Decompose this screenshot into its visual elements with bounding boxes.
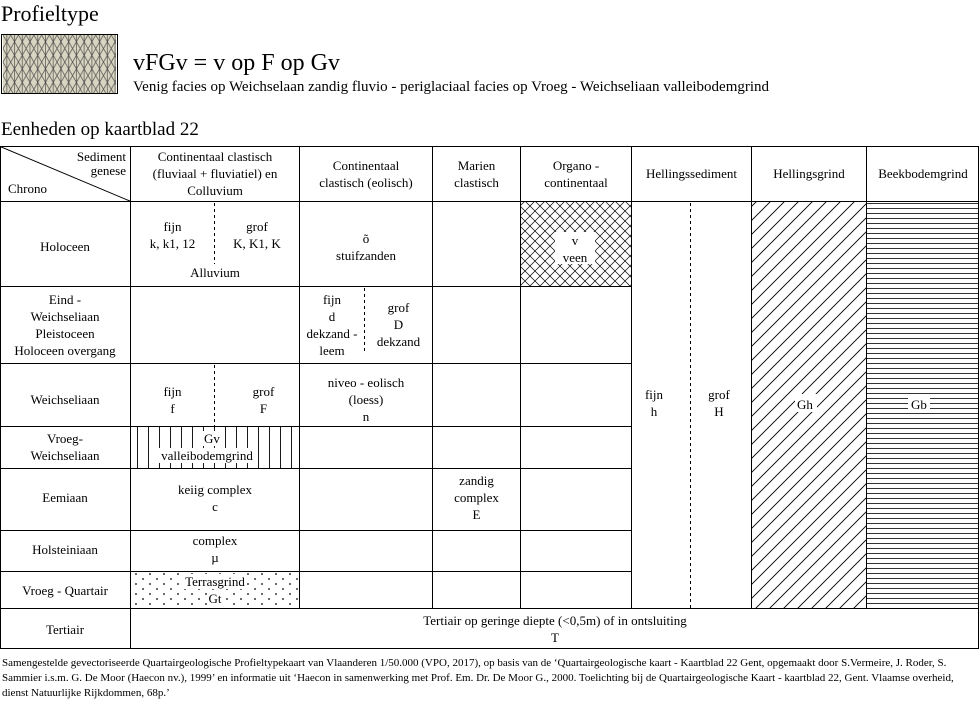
holoceen-grof: grof K, K1, K [233, 219, 281, 251]
row-vroeg-quartair: Vroeg - Quartair [22, 583, 108, 598]
dekzand-grof: grof D dekzand [376, 300, 421, 349]
hellingssediment-grof: grof H [708, 387, 730, 419]
legend-swatch [1, 34, 118, 94]
legend-description: Venig facies op Weichselaan zandig fluvio - periglaciaal facies op Vroeg - Weichseliaan valleibodemgrind [133, 79, 770, 95]
header-col1: Continentaal clastisch (fluviaal + fluviatiel) en Colluvium [152, 149, 278, 198]
header-col6: Hellingsgrind [773, 166, 845, 181]
dekzand-fijn: fijn d dekzand - leem [306, 292, 358, 358]
header-genese: genese [90, 163, 126, 178]
row-weichseliaan: Weichseliaan [30, 392, 100, 407]
valleibodemgrind: Gv valleibodemgrind [161, 431, 253, 463]
header-col2: Continentaal clastisch (eolisch) [319, 158, 413, 190]
header-col3: Marien clastisch [454, 158, 499, 190]
legend-formula: vFGv = v op F op Gv [133, 50, 340, 76]
tertiair-description: Tertiair op geringe diepte (<0,5m) of in ontsluiting T [423, 613, 687, 645]
section-subtitle: Eenheden op kaartblad 22 [1, 119, 199, 140]
hellingsgrind-code: Gh [797, 397, 813, 412]
header-col7: Beekbodemgrind [878, 166, 968, 181]
row-vroeg-weichseliaan: Vroeg- Weichseliaan [30, 431, 100, 463]
header-col5: Hellingssediment [646, 166, 737, 181]
row-tertiair: Tertiair [45, 622, 85, 637]
row-eemiaan: Eemiaan [42, 490, 88, 505]
veen: v veen [562, 233, 588, 265]
source-footnote: Samengestelde gevectoriseerde Quartairgeologische Profieltypekaart van Vlaanderen 1/50.000 (VPO, 2017), op basis van de ‘Quartairgeologische kaart - Kaartblad 22 Gent, opgemaakt door S.Vermeire, J. Roder, S. Sammier i.s.m. G. De Moor (Haecon nv.), 1999’ en informatie uit ‘Haecon in samenwerking met Prof. Em. Dr. De Moor G., 2000. Toelichting bij de Quartairgeologische Kaart - kaartblad 22, Gent. Vlaamse overheid, dienst Natuurlijke Rijkdommen, 68p.’ [2, 657, 954, 699]
stuifzanden: õ stuifzanden [336, 231, 396, 263]
holsteiniaan-complex: complex µ [192, 533, 238, 565]
row-holoceen: Holoceen [40, 239, 90, 254]
row-eind-weichseliaan: Eind - Weichseliaan Pleistoceen Holoceen overgang [14, 292, 116, 358]
beekbodemgrind-code: Gb [911, 397, 927, 412]
page-title: Profieltype [1, 1, 99, 26]
weichseliaan-grof: grof F [252, 384, 275, 416]
holoceen-fijn: fijn k, k1, 12 [149, 219, 196, 251]
keiig-complex: keiig complex c [177, 482, 252, 514]
header-col4: Organo - continentaal [544, 158, 608, 190]
terrasgrind: Terrasgrind Gt [185, 574, 245, 606]
niveo-eolisch: niveo - eolisch (loess) n [327, 375, 405, 424]
header-sediment: Sediment [76, 149, 126, 164]
zandig-complex: zandig complex E [454, 473, 499, 522]
row-holsteiniaan: Holsteiniaan [32, 542, 98, 557]
hellingssediment-fijn: fijn h [644, 387, 664, 419]
weichseliaan-fijn: fijn f [163, 384, 182, 416]
header-chrono: Chrono [8, 181, 47, 196]
alluvium-label: Alluvium [190, 265, 240, 280]
